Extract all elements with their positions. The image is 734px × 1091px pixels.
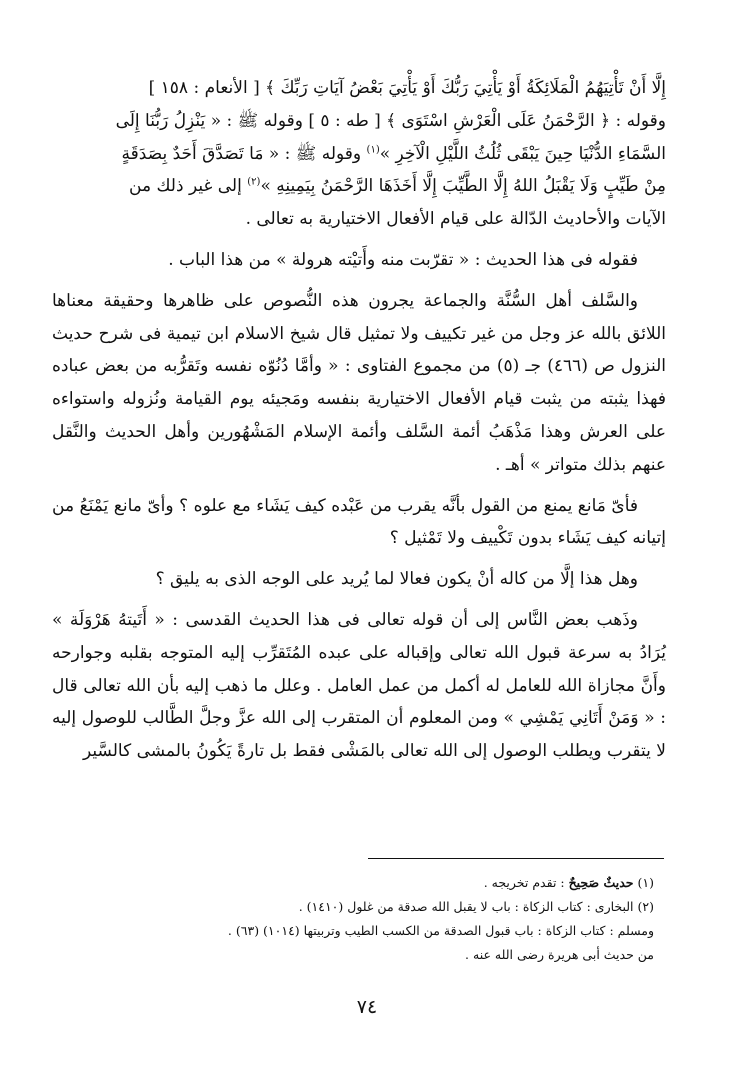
body-line-4-suffix: إلى غير ذلك من xyxy=(129,176,248,197)
footnotes xyxy=(200,871,654,967)
footnote-1 xyxy=(200,871,654,895)
body-line-5: الآيات والأحاديث الدّالة على قيام الأفعال الاختيارية به تعالى . xyxy=(245,209,666,230)
footnote-2: (٢) البخارى : كتاب الزكاة : باب لا يقبل الله صدقة من غلول (١٤١٠) . xyxy=(298,899,654,914)
paragraph-4: فأىّ مَانع يمنع من القول بأنَّه يقرب من عَبْده كيف يَشَاء مع علوه ؟ وأىّ مانع يَمْنَعُ من إتيانه كيف يَشَاء بدون تَكْييف ولا تَمْثيل ؟ xyxy=(52,495,666,549)
body-line-1: إِلَّا أَنْ تَأْتِيَهُمُ الْمَلَائِكَةُ أَوْ يَأْتِيَ رَبُّكَ أَوْ يَأْتِيَ بَعْضُ آيَاتِ رَبِّكَ ﴾ [ الأنعام : ١٥٨ ] xyxy=(148,78,666,98)
footnote-1-number: (١) xyxy=(637,875,654,890)
body-line-4 xyxy=(52,170,666,203)
page-number: ٧٤ xyxy=(356,996,378,1018)
footnote-2-continuation: ومسلم : كتاب الزكاة : باب قبول الصدقة من الكسب الطيب وتربيتها (١٠١٤) (٦٣) . xyxy=(227,923,654,938)
body-line-3-suffix: وقوله ﷺ : « مَا تَصَدَّقَ أَحَدٌ بِصَدَقَةٍ xyxy=(121,143,367,164)
paragraph-3: والسَّلف أهل السُّنَّة والجماعة يجرون هذه النُّصوص على ظاهرها وحقيقة معناها اللائق بالله عز وجل من غير تكييف ولا تمثيل قال شيخ الاسلام ابن تيمية فى شرح حديث النزول ص (٤٦٦) جـ (٥) من مجموع الفتاوى : « وأمَّا دُنُوّه نفسه وتَقرُّبه من بعض عباده فهذا يثبته من يثبت قيام الأفعال الاختيارية بنفسه ومَجيئه يوم القيامة ونُزوله واستواءه على العرش وهذا مَذْهَبُ أئمة السَّلف وأئمة الإسلام المَشْهُورين وأهل الحديث والنَّقل عنهم بذلك متواتر » أهـ . xyxy=(52,290,667,475)
footnote-1-text: : تقدم تخريجه . xyxy=(483,875,569,890)
footnote-separator xyxy=(368,858,664,859)
footnote-1-heading: حديثٌ صَحِيحٌ xyxy=(568,875,634,890)
paragraph-2: فقوله فى هذا الحديث : « تقرّبت منه وأَتيْته هرولة » من هذا الباب . xyxy=(168,249,638,270)
paragraph-5: وهل هذا إلَّا من كاله أنْ يكون فعالا لما يُريد على الوجه الذى به يليق ؟ xyxy=(155,569,638,590)
paragraph-6: وذَهب بعض النَّاس إلى أن قوله تعالى فى هذا الحديث القدسى : « أَتَيتهُ هَرْوَلَة » يُرَادُ به سرعة قبول الله تعالى وإقباله على عبده المُتَقرِّب إليه المتوجه بقلبه وجوارحه وأَنَّ مجازاة الله للعامل له أكمل من عمل العامل . وعلل ما ذهب إليه بأن الله تعالى قال : « وَمَنْ أَتَانِي يَمْشِي » ومن المعلوم أن المتقرب إلى الله عزَّ وجلَّ الطَّالب للوصول إليه لا يتقرب ويطلب الوصول إلى الله تعالى بالمَشْى فقط بل تارةً يَكُونُ بالمشى كالسَّير xyxy=(52,609,666,762)
main-text xyxy=(52,72,666,768)
footnote-ref-1: (١) xyxy=(366,143,380,155)
footnote-ref-2: (٢) xyxy=(247,176,261,188)
body-line-2: وقوله : ﴿ الرَّحْمَنُ عَلَى الْعَرْشِ اسْتَوَى ﴾ [ طه : ٥ ] وقوله ﷺ : « يَنْزِلُ رَبُّنَا إِلَى xyxy=(115,110,666,131)
footnote-2-source: من حديث أبى هريرة رضى الله عنه . xyxy=(465,947,654,962)
body-line-3 xyxy=(52,138,666,171)
body-line-3-text: السَّمَاءِ الدُّنْيَا حِينَ يَبْقَى ثُلُثُ اللَّيْلِ الْآخِرِ » xyxy=(379,143,666,164)
body-line-4-text: مِنْ طَيِّبٍ وَلَا يَقْبَلُ اللهُ إِلَّا الطَّيِّبَ إِلَّا أَخَذَهَا الرَّحْمَنُ بِيَمِينِهِ » xyxy=(260,176,666,197)
